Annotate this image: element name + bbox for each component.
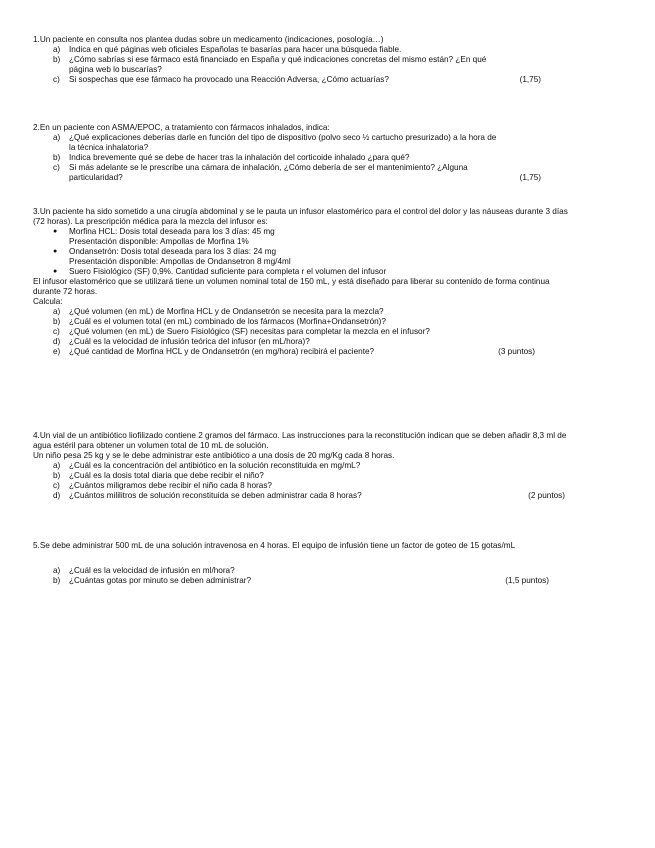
question-5 <box>33 541 571 586</box>
item-text: ¿Cuál es el volumen total (en mL) combinado de los fármacos (Morfina+Ondansetrón)? <box>69 317 386 326</box>
item-text: ¿Qué cantidad de Morfina HCL y de Ondansetrón (en mg/hora) recibirá el paciente? <box>69 347 375 356</box>
item-text: Indica brevemente qué se debe de hacer tras la inhalación del corticoide inhalado ¿para qué? <box>69 153 410 162</box>
item-label: a) <box>53 461 61 470</box>
item-label: b) <box>53 153 61 162</box>
question-5-points: (1,5 puntos) <box>505 576 549 585</box>
bullet-line: Morfina HCL: Dosis total deseada para los 3 días: 45 mg <box>69 227 275 236</box>
question-3-intro: 3.Un paciente ha sido sometido a una cirugía abdominal y se le pauta un infusor elastomérico para el control del dolor y las náuseas durante 3 días (72 horas). La prescripción médica para la mezcla del infusor es: <box>33 207 568 226</box>
question-4-item-b <box>33 471 571 481</box>
item-text: ¿Qué explicaciones deberías darle en función del tipo de dispositivo (polvo seco ½ cartucho presurizado) a la hora de la técnica inhalatoria? <box>69 133 497 152</box>
item-text: ¿Cuántos miligramos debe recibir el niño cada 8 horas? <box>69 481 272 490</box>
item-label: b) <box>53 55 61 64</box>
item-label: a) <box>53 566 61 575</box>
question-4-intro: 4.Un vial de un antibiótico liofilizado contiene 2 gramos del fármaco. Las instrucciones para la reconstitución indican que se deben añadir 8,3 ml de agua estéril para obtener un volumen total de 10 mL de solución. <box>33 431 567 450</box>
question-1-title: 1.Un paciente en consulta nos plantea dudas sobre un medicamento (indicaciones, posología…) <box>33 35 384 44</box>
item-label: c) <box>53 327 60 336</box>
question-2-item-c <box>33 163 571 183</box>
item-label: a) <box>53 133 61 142</box>
question-4-item-d <box>33 491 571 501</box>
bullet-icon: ● <box>53 268 58 275</box>
question-4-case: Un niño pesa 25 kg y se le debe administrar este antibiótico a una dosis de 20 mg/Kg cada 8 horas. <box>33 451 395 460</box>
question-2-title: 2.En un paciente con ASMA/EPOC, a tratamiento con fármacos inhalados, indica: <box>33 123 330 132</box>
item-text: ¿Cuántas gotas por minuto se deben administrar? <box>69 576 252 585</box>
bullet-line: Presentación disponible: Ampollas de Morfina 1% <box>69 237 249 246</box>
question-3 <box>33 207 571 357</box>
item-label: d) <box>53 337 61 346</box>
question-3-calc: Calcula: <box>33 297 63 306</box>
question-5-intro: 5.Se debe administrar 500 mL de una solución intravenosa en 4 horas. El equipo de infusión tiene un factor de goteo de 15 gotas/mL <box>33 541 516 550</box>
item-label: e) <box>53 347 61 356</box>
question-3-item-e <box>33 347 571 357</box>
item-text: ¿Cuál es la velocidad de infusión teórica del infusor (en mL/hora)? <box>69 337 310 346</box>
question-4-item-c <box>33 481 571 491</box>
question-3-item-b <box>33 317 571 327</box>
item-label: b) <box>53 576 61 585</box>
question-1-item-b <box>33 55 571 75</box>
item-text: ¿Cuál es la dosis total diaria que debe recibir el niño? <box>69 471 264 480</box>
question-1-item-a <box>33 45 571 55</box>
question-2-item-a <box>33 133 571 153</box>
question-3-bullet-morfina <box>33 227 571 247</box>
question-3-bullet-ondansetron <box>33 247 571 267</box>
question-1-points: (1,75) <box>519 75 541 84</box>
item-label: c) <box>53 481 60 490</box>
question-2 <box>33 123 571 183</box>
item-text: Indica en qué páginas web oficiales Españolas te basarías para hacer una búsqueda fiable. <box>69 45 402 54</box>
item-text: Si sospechas que ese fármaco ha provocado una Reacción Adversa, ¿Cómo actuarías? <box>69 75 389 84</box>
question-3-bullet-suero <box>33 267 571 277</box>
question-1-item-c <box>33 75 571 85</box>
item-text: ¿Qué volumen (en mL) de Suero Fisiológico (SF) necesitas para completar la mezcla en el infusor? <box>69 327 430 336</box>
item-label: a) <box>53 45 61 54</box>
item-text: Si más adelante se le prescribe una cámara de inhalación, ¿Cómo debería de ser el mantenimiento? ¿Alguna particularidad? <box>69 163 468 182</box>
question-4-points: (2 puntos) <box>528 491 565 500</box>
item-text: ¿Cuántos mililitros de solución reconstituida se deben administrar cada 8 horas? <box>69 491 362 500</box>
question-3-after: El infusor elastomérico que se utilizará tiene un volumen nominal total de 150 mL, y está diseñado para liberar su contenido de forma continua durante 72 horas. <box>33 277 550 296</box>
item-text: ¿Cuál es la concentración del antibiótico en la solución reconstituida en mg/mL? <box>69 461 361 470</box>
question-3-item-a <box>33 307 571 317</box>
bullet-line: Suero Fisiológico (SF) 0,9%. Cantidad suficiente para completa r el volumen del infusor <box>69 267 387 276</box>
item-label: d) <box>53 491 61 500</box>
question-2-points: (1,75) <box>519 173 541 182</box>
question-2-item-b <box>33 153 571 163</box>
question-1 <box>33 35 571 85</box>
item-text: ¿Cómo sabrías si ese fármaco está financiado en España y qué indicaciones concretas del mismo están? ¿En qué página web lo buscarías? <box>69 55 487 74</box>
bullet-line: Ondansetrón: Dosis total deseada para los 3 días: 24 mg <box>69 247 277 256</box>
question-4 <box>33 431 571 501</box>
item-label: b) <box>53 471 61 480</box>
bullet-line: Presentación disponible: Ampollas de Ondansetron 8 mg/4ml <box>69 257 291 266</box>
item-label: a) <box>53 307 61 316</box>
question-3-item-c <box>33 327 571 337</box>
item-text: ¿Qué volumen (en mL) de Morfina HCL y de Ondansetrón se necesita para la mezcla? <box>69 307 384 316</box>
question-5-item-b <box>33 576 571 586</box>
question-3-item-d <box>33 337 571 347</box>
item-label: c) <box>53 75 60 84</box>
bullet-icon: ● <box>53 248 58 255</box>
item-label: b) <box>53 317 61 326</box>
bullet-icon: ● <box>53 228 58 235</box>
question-3-points: (3 puntos) <box>498 347 535 356</box>
question-5-item-a <box>33 566 571 576</box>
item-text: ¿Cuál es la velocidad de infusión en ml/hora? <box>69 566 235 575</box>
question-4-item-a <box>33 461 571 471</box>
item-label: c) <box>53 163 60 172</box>
